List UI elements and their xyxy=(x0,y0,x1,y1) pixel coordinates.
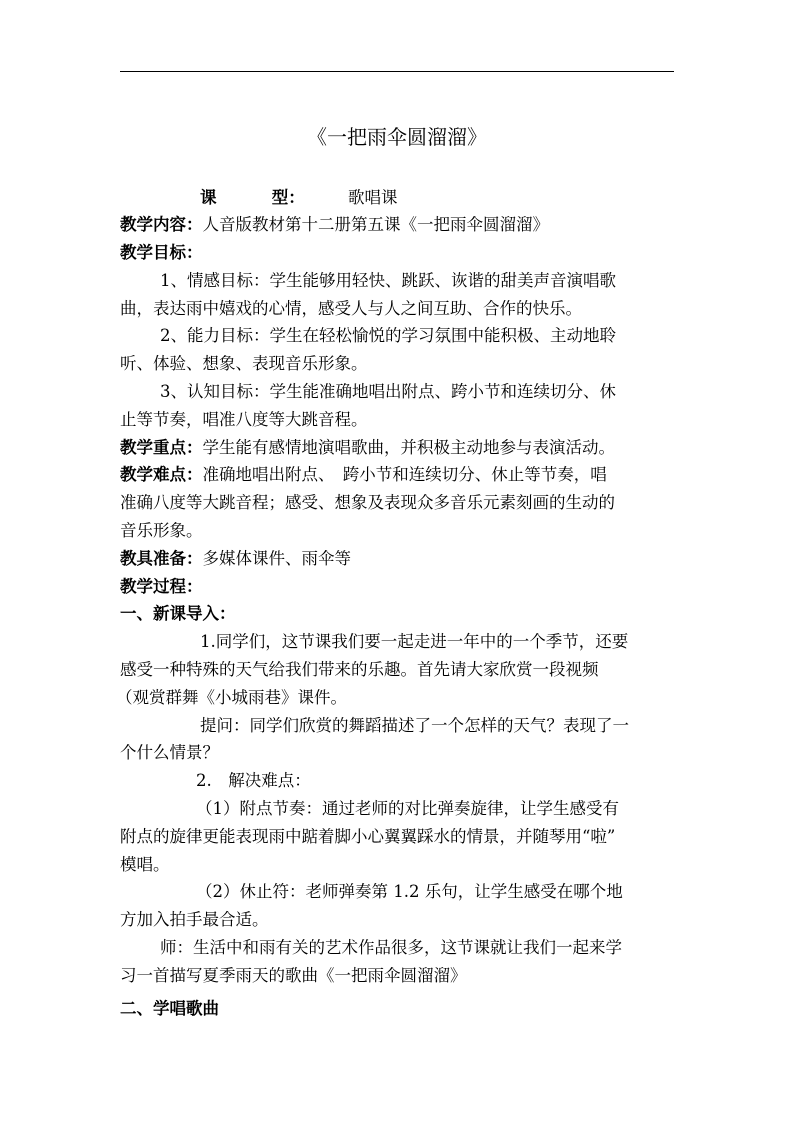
s1-p1-line2: 感受一种特殊的天气给我们带来的乐趣。首先请大家欣赏一段视频 xyxy=(120,660,599,679)
tools-line xyxy=(120,548,351,570)
difficulty-line3: 音乐形象。 xyxy=(120,521,203,540)
key-point-line xyxy=(120,437,615,459)
goal2-line1: 2、能力目标：学生在轻松愉悦的学习氛围中能积极、主动地聆 xyxy=(160,326,616,345)
s1-p1-line1: 1.同学们，这节课我们要一起走进一年中的一个季节，还要 xyxy=(200,632,629,651)
s1-q-line2: 个什么情景？ xyxy=(120,743,219,762)
teaching-content-value: 人音版教材第十二册第五课《一把雨伞圆溜溜》 xyxy=(202,215,549,234)
s1-teacher-line1: 师：生活中和雨有关的艺术作品很多，这节课就让我们一起来学 xyxy=(160,938,622,957)
teaching-content-line xyxy=(120,214,549,236)
header-rule xyxy=(120,71,674,72)
s1-teacher-line2: 习一首描写夏季雨天的歌曲《一把雨伞圆溜溜》 xyxy=(120,966,467,985)
goal3-line2: 止等节奏，唱准八度等大跳音程。 xyxy=(120,410,368,429)
goal1-line1: 1、情感目标：学生能够用轻快、跳跃、诙谐的甜美声音演唱歌 xyxy=(160,271,616,290)
section1-heading: 一、新课导入： xyxy=(120,604,236,623)
course-type-value: 歌唱课 xyxy=(348,188,398,207)
course-type-label: 课 型： xyxy=(200,188,305,207)
teaching-content-label: 教学内容： xyxy=(120,215,203,234)
document-title: 《一把雨伞圆溜溜》 xyxy=(307,125,487,149)
tools-label: 教具准备： xyxy=(120,549,203,568)
tools-value: 多媒体课件、雨伞等 xyxy=(202,549,351,568)
s1-p2a-line3: 模唱。 xyxy=(120,855,170,874)
s1-p2: 2. 解决难点： xyxy=(196,771,311,790)
s1-q-line1: 提问：同学们欣赏的舞蹈描述了一个怎样的天气？表现了一 xyxy=(200,716,629,735)
goal2-line2: 听、体验、想象、表现音乐形象。 xyxy=(120,354,368,373)
key-point-label: 教学重点： xyxy=(120,438,203,457)
s1-p2a-line2: 附点的旋律更能表现雨中踮着脚小心翼翼踩水的情景，并随琴用“啦” xyxy=(120,827,616,846)
s1-p2b-line1: （2）休止符：老师弹奏第 1.2 乐句，让学生感受在哪个地 xyxy=(196,882,623,901)
difficulty-label: 教学难点： xyxy=(120,465,203,484)
key-point-value: 学生能有感情地演唱歌曲，并积极主动地参与表演活动。 xyxy=(202,438,615,457)
process-heading: 教学过程： xyxy=(120,577,203,596)
s1-p2a-line1: （1）附点节奏：通过老师的对比弹奏旋律，让学生感受有 xyxy=(196,799,619,818)
goal1-line2: 曲，表达雨中嬉戏的心情，感受人与人之间互助、合作的快乐。 xyxy=(120,299,582,318)
difficulty-line2: 准确八度等大跳音程；感受、想象及表现众多音乐元素刻画的生动的 xyxy=(120,493,615,512)
section2-heading: 二、学唱歌曲 xyxy=(120,999,219,1018)
difficulty-line1 xyxy=(120,464,607,486)
goals-heading: 教学目标： xyxy=(120,243,203,262)
difficulty-text-1: 准确地唱出附点、 跨小节和连续切分、休止等节奏，唱 xyxy=(202,465,607,484)
s1-p1-line3: （观赏群舞《小城雨巷》课件。 xyxy=(116,688,347,707)
s1-p2b-line2: 方加入拍手最合适。 xyxy=(120,910,269,929)
goal3-line1: 3、认知目标：学生能准确地唱出附点、跨小节和连续切分、休 xyxy=(160,382,616,401)
